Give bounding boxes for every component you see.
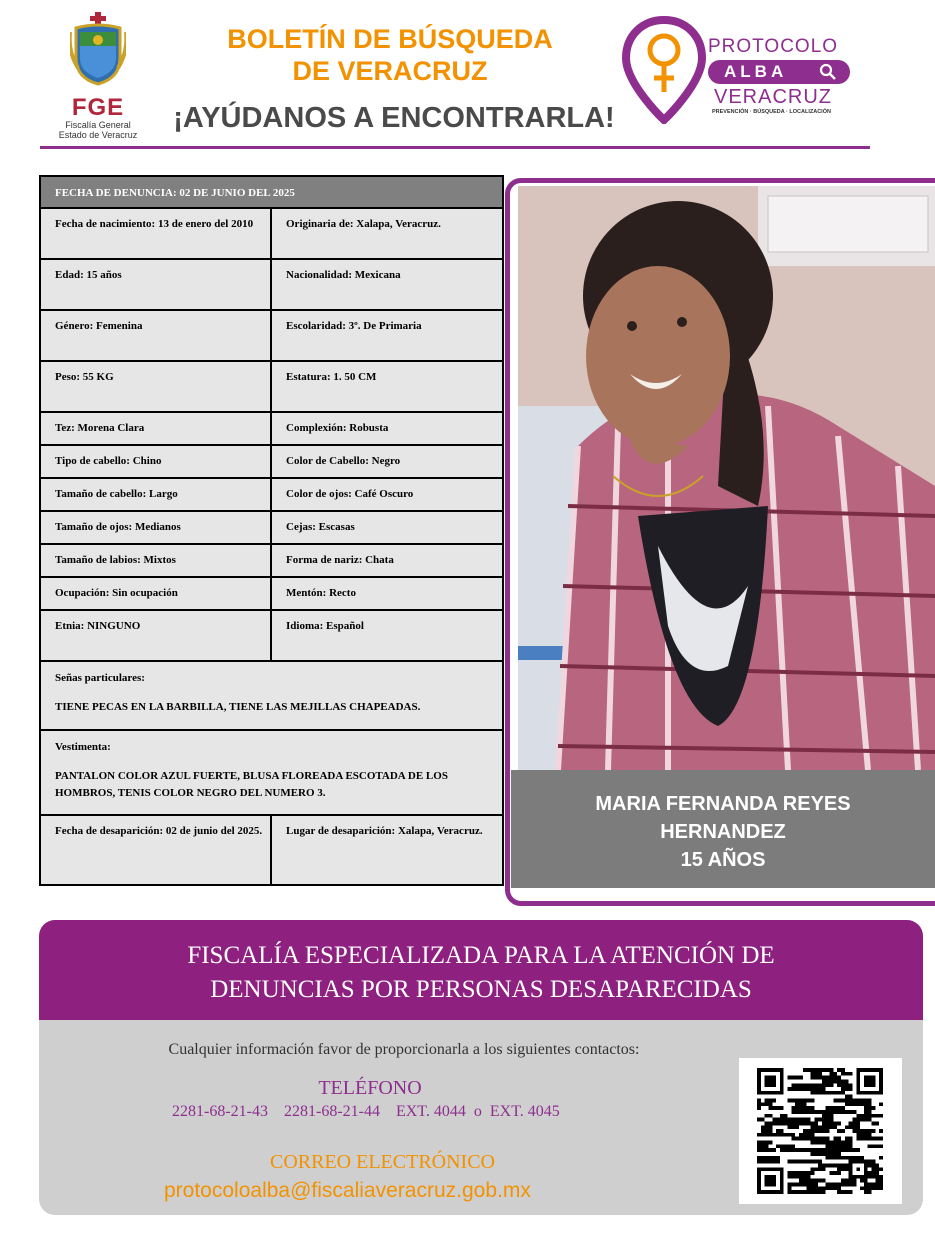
field-disappearance-date: Fecha de desaparición: 02 de junio del 2025.	[40, 815, 271, 885]
fge-name-line-1: Fiscalía General	[65, 120, 131, 130]
clothing-text: PANTALON COLOR AZUL FUERTE, BLUSA FLOREADA ESCOTADA DE LOS HOMBROS, TENIS COLOR NEGRO DEL NUMERO 3.	[55, 770, 448, 799]
field-disappearance-place: Lugar de desaparición: Xalapa, Veracruz.	[271, 815, 503, 885]
field-height: Estatura: 1. 50 CM	[271, 361, 503, 412]
person-details-table	[39, 175, 504, 886]
field-build: Complexión: Robusta	[271, 412, 503, 445]
field-lip-size: Tamaño de labios: Mixtos	[40, 544, 271, 577]
field-eyebrows: Cejas: Escasas	[271, 511, 503, 544]
bulletin-subtitle: ¡AYÚDANOS A ENCONTRARLA!	[173, 102, 615, 134]
contact-intro: Cualquier información favor de proporcionarla a los siguientes contactos:	[168, 1041, 640, 1058]
field-gender: Género: Femenina	[40, 310, 271, 361]
clothing-label: Vestimenta:	[55, 741, 111, 753]
field-hair-color: Color de Cabello: Negro	[271, 445, 503, 478]
field-age: Edad: 15 años	[40, 259, 271, 310]
field-nose-shape: Forma de nariz: Chata	[271, 544, 503, 577]
phone-label: TELÉFONO	[318, 1077, 422, 1099]
qr-code-icon[interactable]	[754, 1068, 886, 1194]
alba-logo-line-2: ALBA	[724, 62, 788, 81]
person-name-line-1: MARIA FERNANDA REYES	[595, 793, 851, 815]
distinguishing-marks	[40, 661, 503, 730]
search-icon	[818, 62, 838, 82]
alba-logo-line-1: PROTOCOLO	[708, 36, 839, 57]
agency-name-line-2: DENUNCIAS POR PERSONAS DESAPARECIDAS	[210, 976, 752, 1003]
phone-numbers[interactable]: 2281-68-21-43 2281-68-21-44 EXT. 4044 o EXT. 4045	[172, 1103, 560, 1120]
agency-name-line-1: FISCALÍA ESPECIALIZADA PARA LA ATENCIÓN DE	[187, 942, 775, 969]
field-complexion-tone: Tez: Morena Clara	[40, 412, 271, 445]
field-weight: Peso: 55 KG	[40, 361, 271, 412]
field-schooling: Escolaridad: 3º. De Primaria	[271, 310, 503, 361]
female-location-pin-icon	[622, 16, 706, 124]
bulletin-title-line-2: DE VERACRUZ	[292, 56, 488, 86]
report-date: FECHA DE DENUNCIA: 02 DE JUNIO DEL 2025	[40, 176, 503, 208]
alba-tagline: PREVENCIÓN · BÚSQUEDA · LOCALIZACIÓN	[712, 109, 831, 115]
agency-name	[39, 939, 923, 1007]
fge-logo	[48, 12, 148, 140]
email-label: CORREO ELECTRÓNICO	[270, 1151, 495, 1173]
field-eye-size: Tamaño de ojos: Medianos	[40, 511, 271, 544]
email-link[interactable]: protocoloalba@fiscaliaveracruz.gob.mx	[164, 1179, 531, 1202]
field-birth-date: Fecha de nacimiento: 13 de enero del 2010	[40, 208, 271, 259]
fge-full-name	[48, 120, 148, 140]
field-occupation: Ocupación: Sin ocupación	[40, 577, 271, 610]
field-language: Idioma: Español	[271, 610, 503, 661]
distinguishing-marks-label: Señas particulares:	[55, 672, 145, 684]
fge-name-line-2: Estado de Veracruz	[58, 130, 138, 140]
missing-person-photo	[518, 186, 935, 770]
distinguishing-marks-text: TIENE PECAS EN LA BARBILLA, TIENE LAS MEJILLAS CHAPEADAS.	[55, 701, 421, 713]
header-divider	[40, 146, 870, 149]
fge-shield-icon	[70, 12, 126, 86]
field-ethnicity: Etnia: NINGUNO	[40, 610, 271, 661]
alba-logo-line-3: VERACRUZ	[714, 86, 833, 108]
field-origin: Originaria de: Xalapa, Veracruz.	[271, 208, 503, 259]
field-nationality: Nacionalidad: Mexicana	[271, 259, 503, 310]
bulletin-title-line-1: BOLETÍN DE BÚSQUEDA	[227, 24, 553, 54]
field-hair-length: Tamaño de cabello: Largo	[40, 478, 271, 511]
field-eye-color: Color de ojos: Café Oscuro	[271, 478, 503, 511]
person-name	[511, 790, 935, 874]
person-name-line-2: HERNANDEZ	[660, 821, 786, 843]
field-hair-type: Tipo de cabello: Chino	[40, 445, 271, 478]
fge-abbreviation: FGE	[71, 94, 125, 121]
clothing	[40, 730, 503, 815]
person-age: 15 AÑOS	[680, 849, 766, 871]
field-chin: Mentón: Recto	[271, 577, 503, 610]
